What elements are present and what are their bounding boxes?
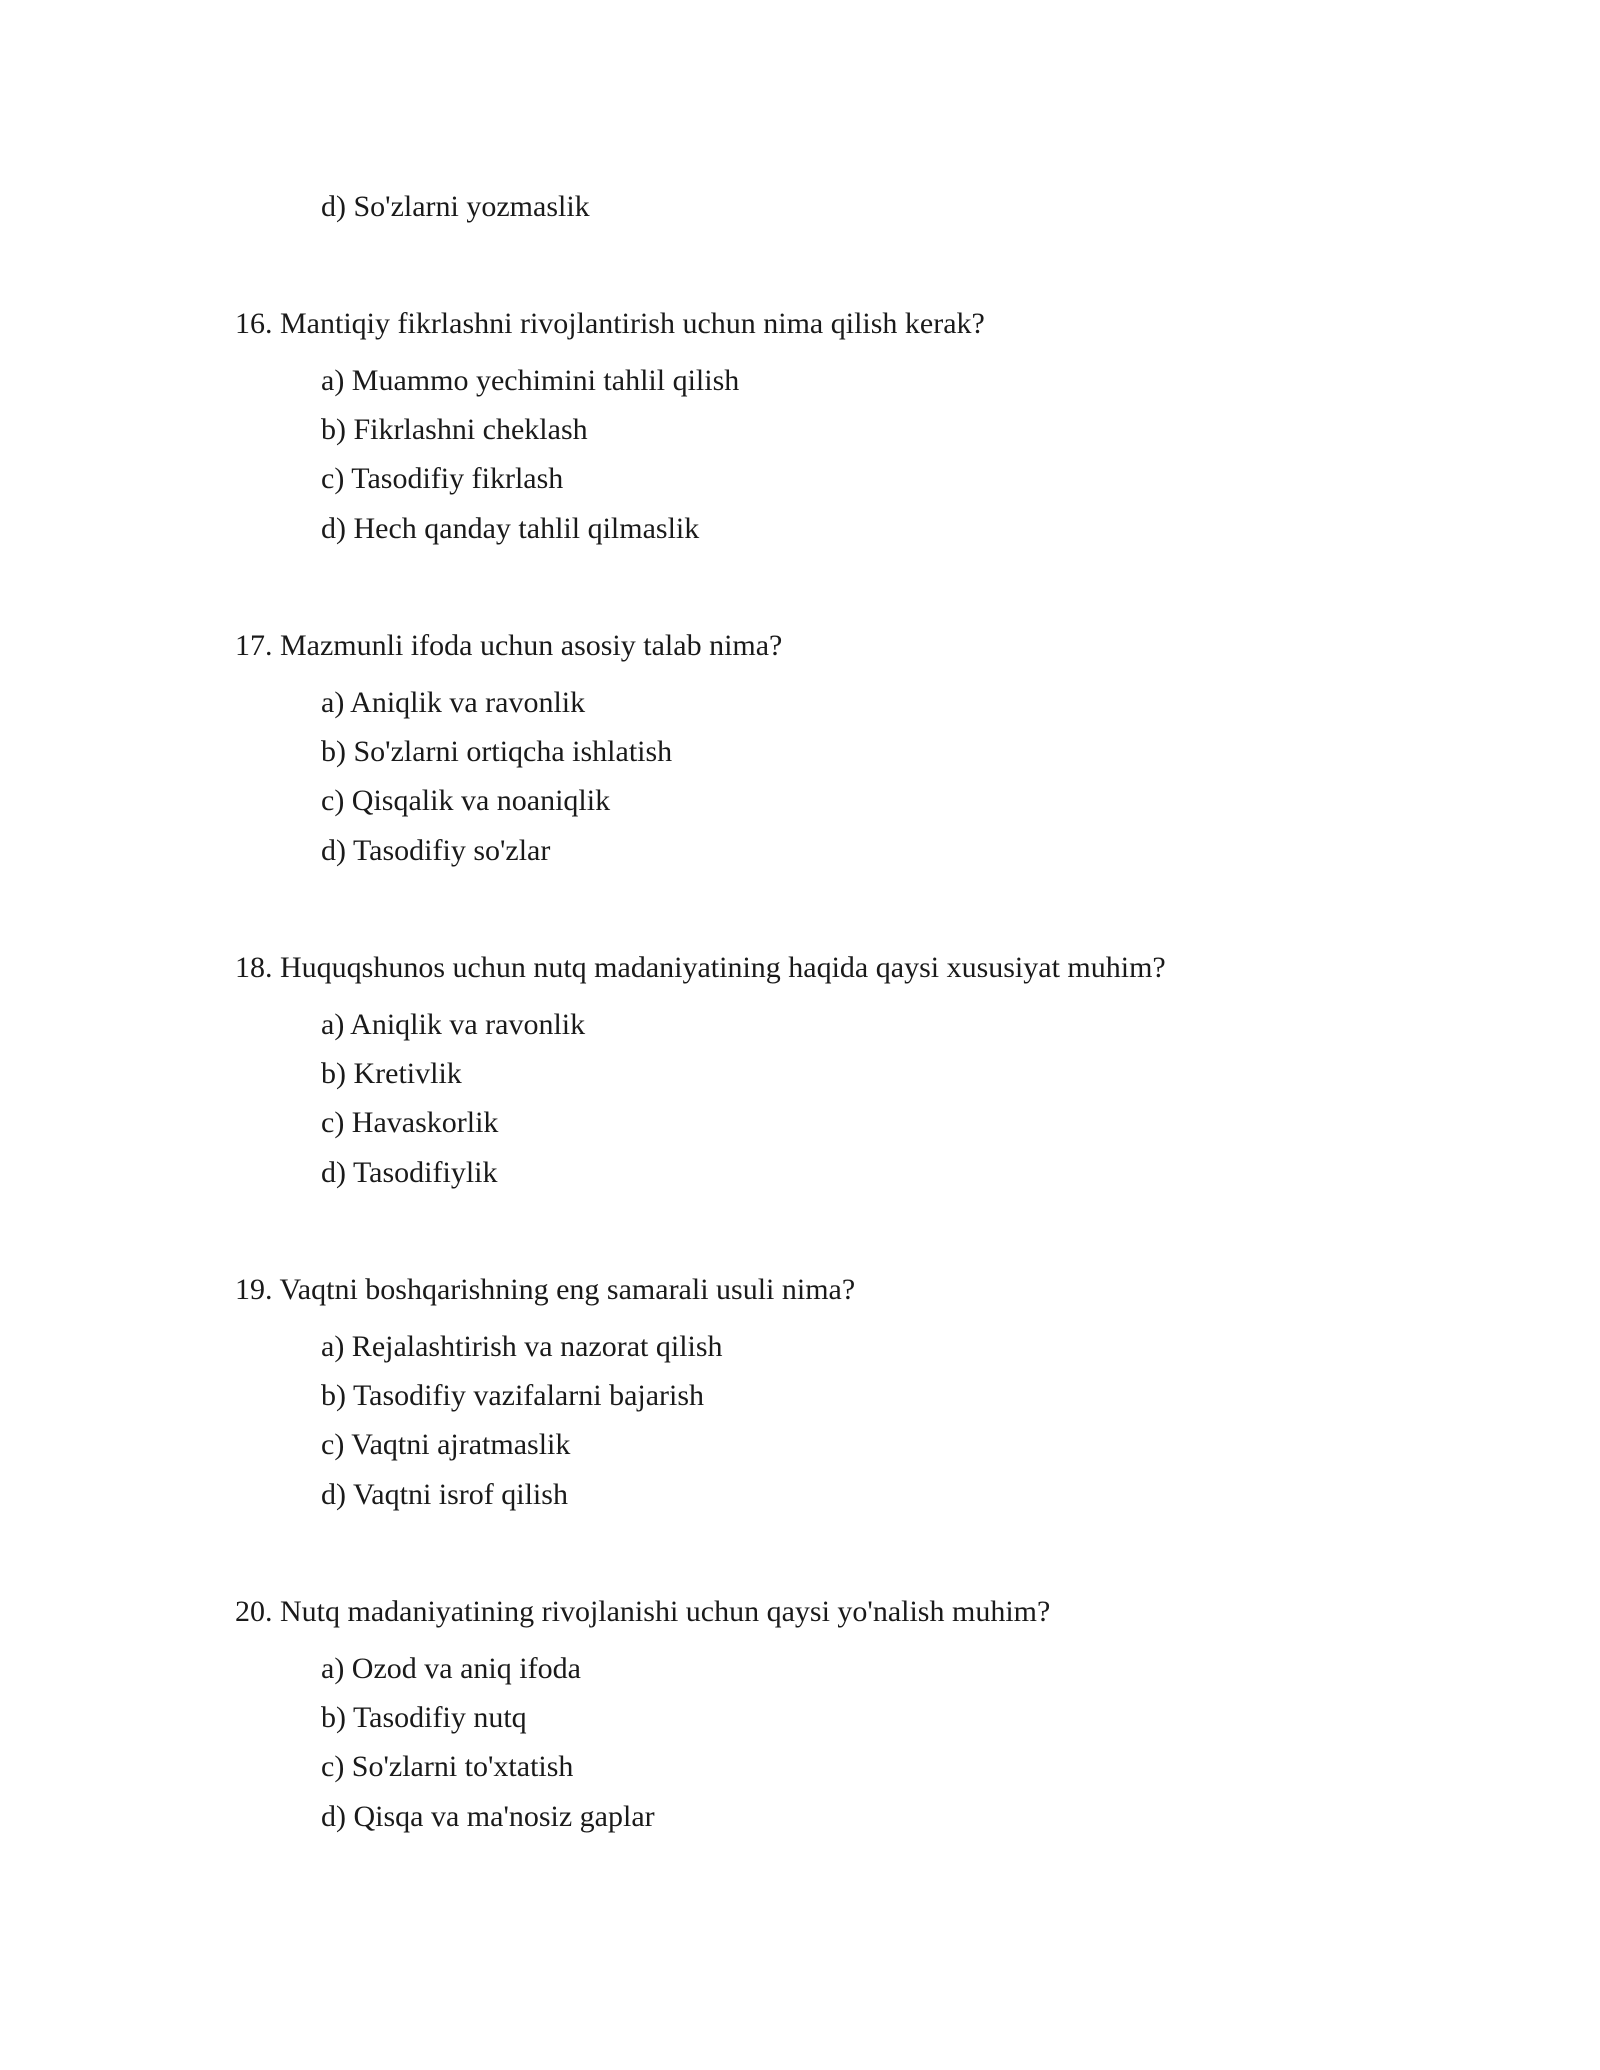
question-18-option-a: a) Aniqlik va ravonlik xyxy=(321,1008,586,1041)
question-16-option-d: d) Hech qanday tahlil qilmaslik xyxy=(321,512,700,545)
question-18-option-d: d) Tasodifiylik xyxy=(321,1156,498,1189)
question-18: 18. Huquqshunos uchun nutq madaniyatining haqida qaysi xususiyat muhim? xyxy=(235,951,1166,984)
question-19: 19. Vaqtni boshqarishning eng samarali usuli nima? xyxy=(235,1273,856,1306)
question-19-option-a: a) Rejalashtirish va nazorat qilish xyxy=(321,1330,723,1363)
carryover-option: d) So'zlarni yozmaslik xyxy=(321,190,590,223)
question-16-option-b: b) Fikrlashni cheklash xyxy=(321,413,588,446)
question-17-option-a: a) Aniqlik va ravonlik xyxy=(321,686,586,719)
question-17-option-c: c) Qisqalik va noaniqlik xyxy=(321,784,611,817)
question-16: 16. Mantiqiy fikrlashni rivojlantirish uchun nima qilish kerak? xyxy=(235,307,985,340)
question-17-option-b: b) So'zlarni ortiqcha ishlatish xyxy=(321,735,673,768)
question-19-option-b: b) Tasodifiy vazifalarni bajarish xyxy=(321,1379,705,1412)
question-16-option-a: a) Muammo yechimini tahlil qilish xyxy=(321,364,740,397)
question-17: 17. Mazmunli ifoda uchun asosiy talab nima? xyxy=(235,629,783,662)
question-20-option-b: b) Tasodifiy nutq xyxy=(321,1701,527,1734)
question-18-option-c: c) Havaskorlik xyxy=(321,1106,499,1139)
question-16-option-c: c) Tasodifiy fikrlash xyxy=(321,462,564,495)
question-19-option-c: c) Vaqtni ajratmaslik xyxy=(321,1428,571,1461)
question-20: 20. Nutq madaniyatining rivojlanishi uchun qaysi yo'nalish muhim? xyxy=(235,1595,1051,1628)
question-20-option-a: a) Ozod va aniq ifoda xyxy=(321,1652,581,1685)
question-19-option-d: d) Vaqtni isrof qilish xyxy=(321,1478,568,1511)
question-20-option-c: c) So'zlarni to'xtatish xyxy=(321,1750,574,1783)
question-17-option-d: d) Tasodifiy so'zlar xyxy=(321,834,551,867)
question-20-option-d: d) Qisqa va ma'nosiz gaplar xyxy=(321,1800,655,1833)
question-18-option-b: b) Kretivlik xyxy=(321,1057,462,1090)
